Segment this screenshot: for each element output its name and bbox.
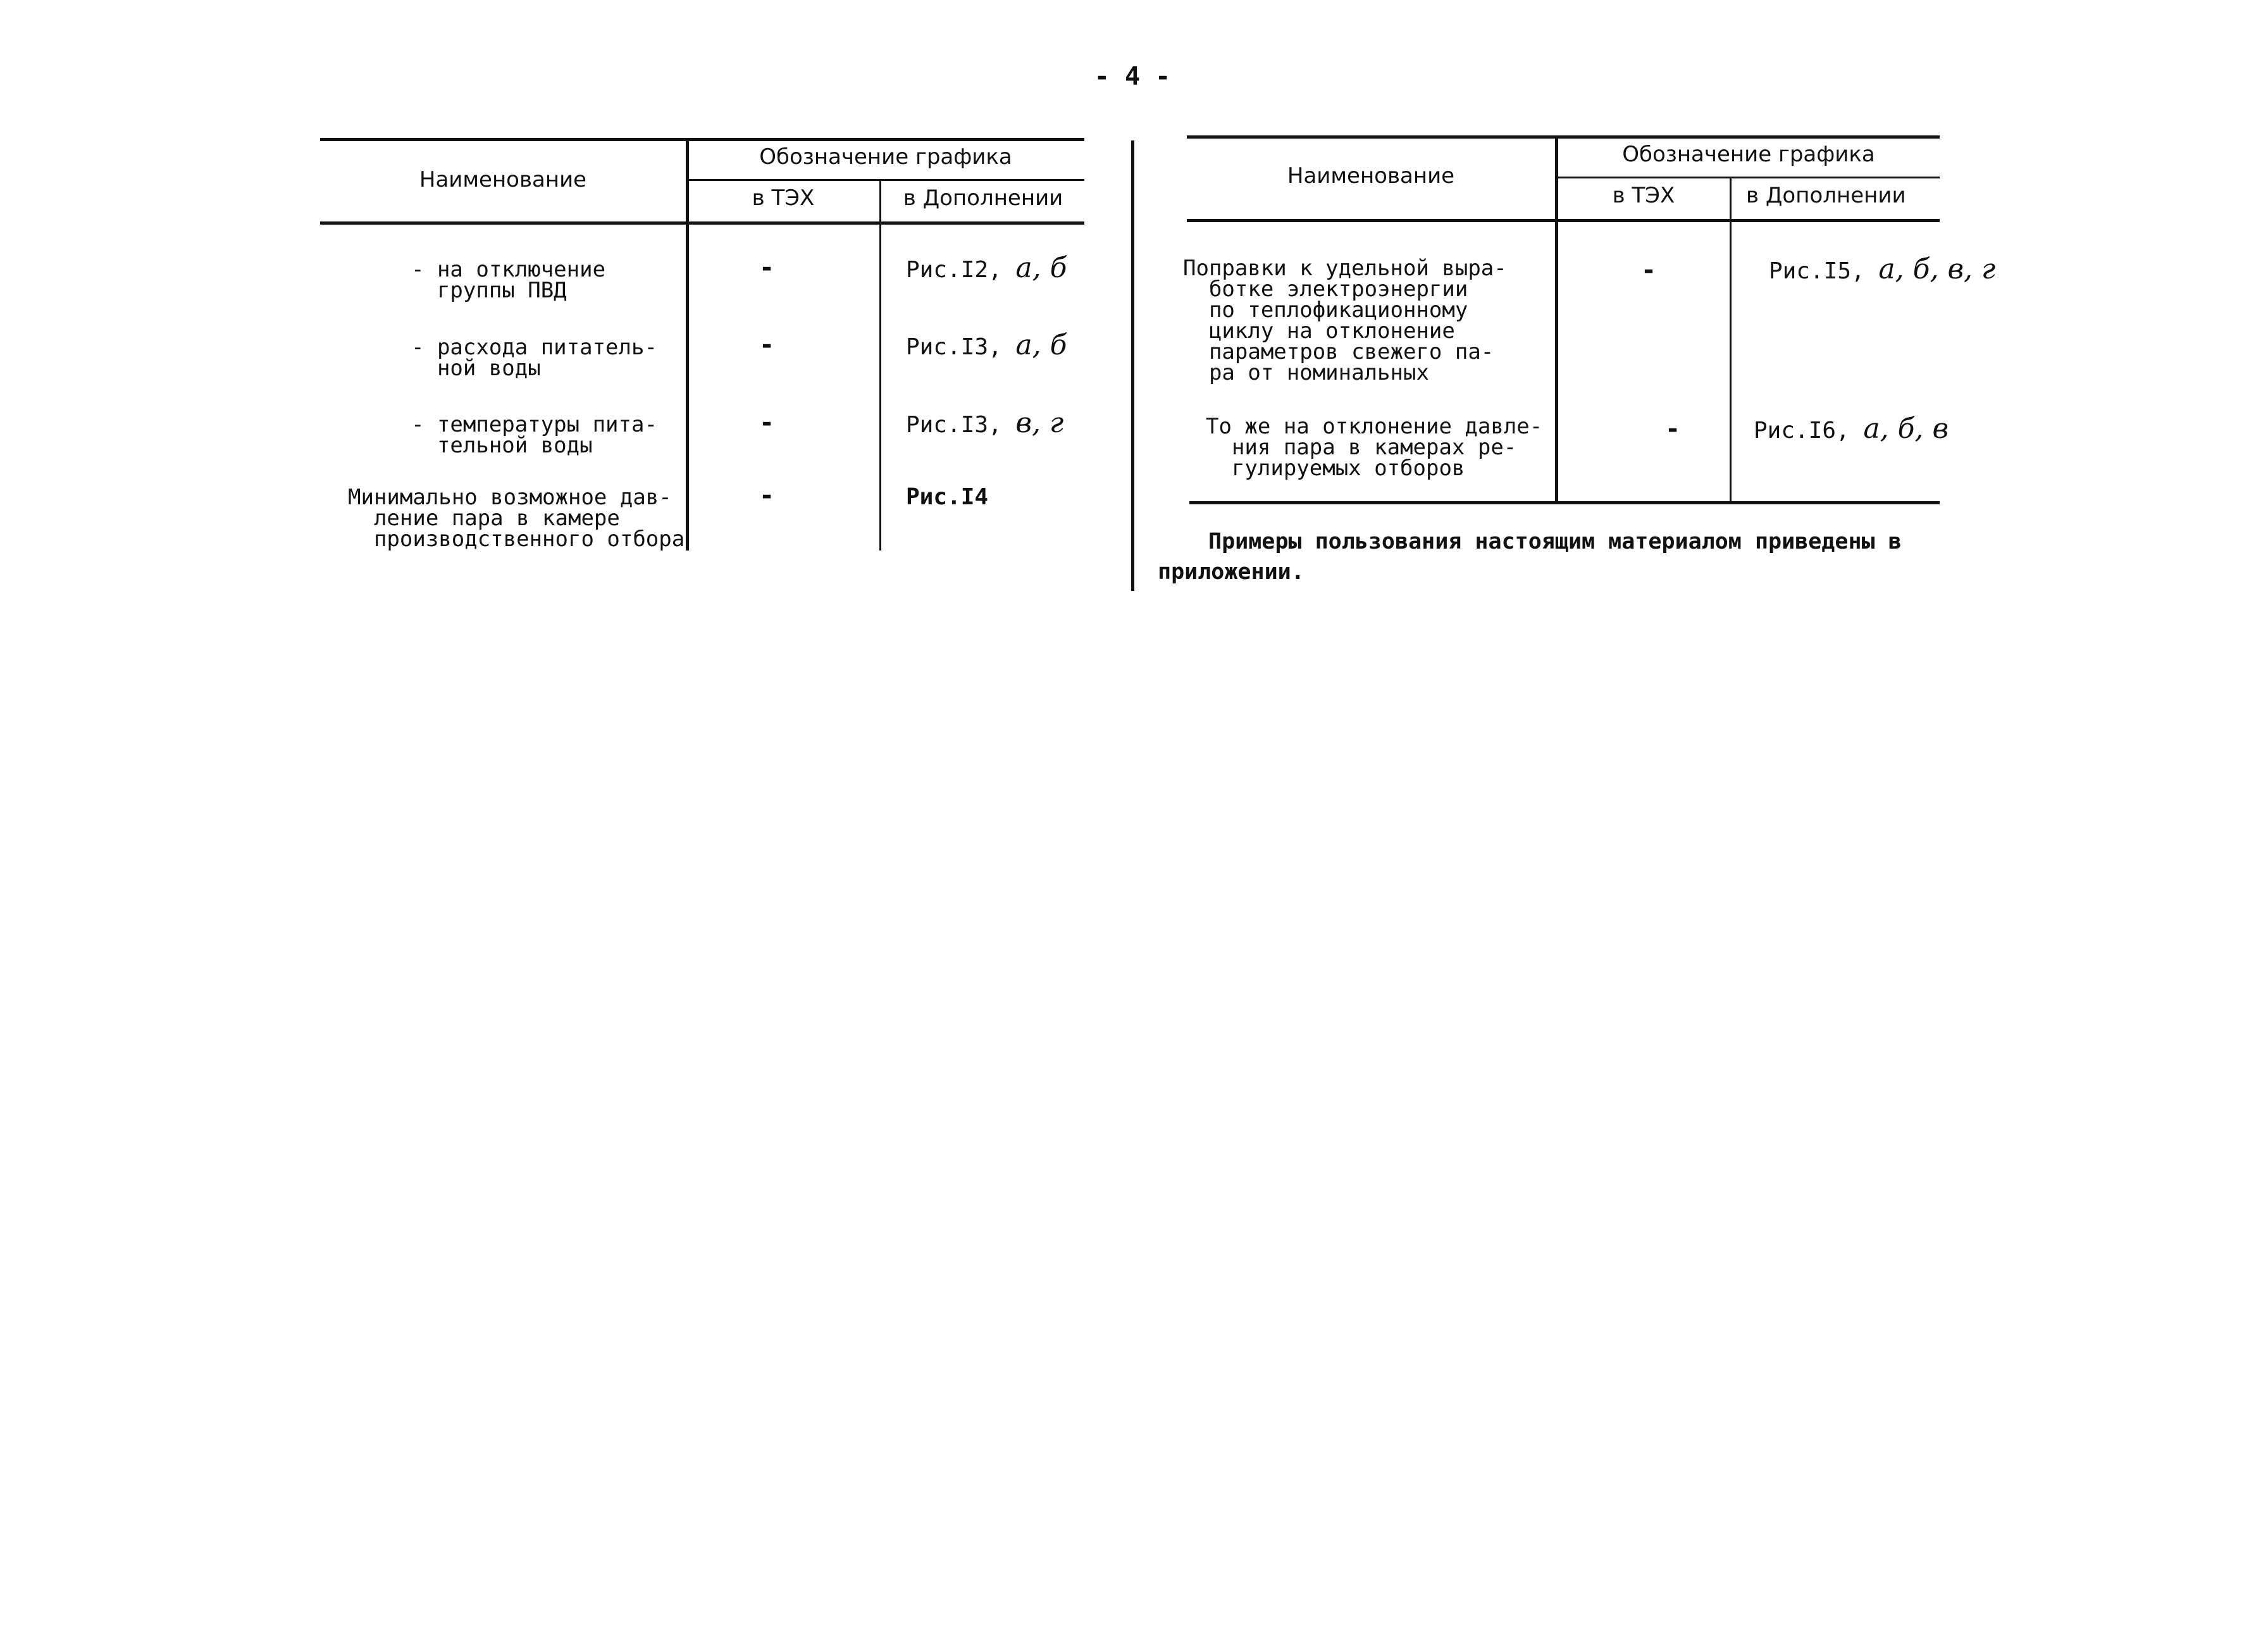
right-row-2-name: То же на отклонение давле- ния пара в камерах ре- гулируемых отборов [1206,414,1543,481]
right-table-top-rule [1187,135,1940,139]
right-row-2-ref-prefix: Рис.I6, [1754,418,1850,444]
left-row-4-name: Минимально возможное дав- ление пара в камере производственного отбора [348,485,685,552]
left-header-supplement: в Дополнении [903,185,1063,211]
right-header-name: Наименование [1287,163,1455,189]
left-row-3-ref-prefix: Рис.I3, [906,412,1002,438]
page-number: - 4 - [1094,62,1171,91]
right-col-divider-2 [1730,177,1732,502]
right-row-2-ref [1754,413,1949,445]
left-header-sub-rule [687,179,1084,181]
left-row-4-teh: - [759,481,775,510]
left-header-teh: в ТЭХ [752,185,815,211]
left-row-1-ref-letters: а, б [1015,252,1067,284]
right-row-1-teh: - [1641,256,1657,285]
right-row-1-ref-letters: а, б, в, г [1878,253,1996,285]
right-header-sub-rule [1558,177,1940,178]
left-header-designation: Обозначение графика [759,144,1012,170]
left-row-3-teh: - [759,408,775,437]
left-header-bottom-rule [320,221,1084,225]
right-header-supplement: в Дополнении [1746,183,1906,208]
left-row-1-ref-prefix: Рис.I2, [906,257,1002,283]
left-col-divider-2 [879,179,881,551]
closing-note: Примеры пользования настоящим материалом приведены в приложении. [1158,529,1902,585]
left-row-2-ref-letters: а, б [1015,329,1067,361]
left-row-3-ref-letters: в, г [1015,407,1064,439]
right-row-2-teh: - [1665,414,1681,444]
left-header-name: Наименование [419,167,587,192]
page-center-divider [1131,140,1134,591]
right-header-designation: Обозначение графика [1622,142,1875,167]
right-row-1-name: Поправки к удельной выра- ботке электроэнергии по теплофикационному циклу на отклонение параметров свежего па- ра от номинальных [1183,256,1507,385]
left-row-2-ref [906,329,1067,361]
left-row-1-name: - на отключение группы ПВД [411,257,606,303]
left-row-1-teh: - [759,253,775,282]
left-row-1-ref [906,252,1067,284]
left-row-2-teh: - [759,330,775,359]
left-table-top-rule [320,138,1084,141]
right-row-2-ref-letters: а, б, в [1863,413,1949,445]
left-row-4-ref [906,484,988,510]
left-row-3-ref [906,407,1063,439]
right-row-1-ref [1769,253,1995,285]
left-row-3-name: - температуры пита- тельной воды [411,412,657,458]
left-row-4-ref-prefix: Рис.I4 [906,484,989,510]
right-table-bottom-rule [1189,501,1940,504]
left-row-2-ref-prefix: Рис.I3, [906,334,1002,360]
right-header-teh: в ТЭХ [1612,183,1675,208]
right-row-1-ref-prefix: Рис.I5, [1769,258,1865,284]
left-row-2-name: - расхода питатель- ной воды [411,335,657,381]
right-header-bottom-rule [1187,219,1940,222]
